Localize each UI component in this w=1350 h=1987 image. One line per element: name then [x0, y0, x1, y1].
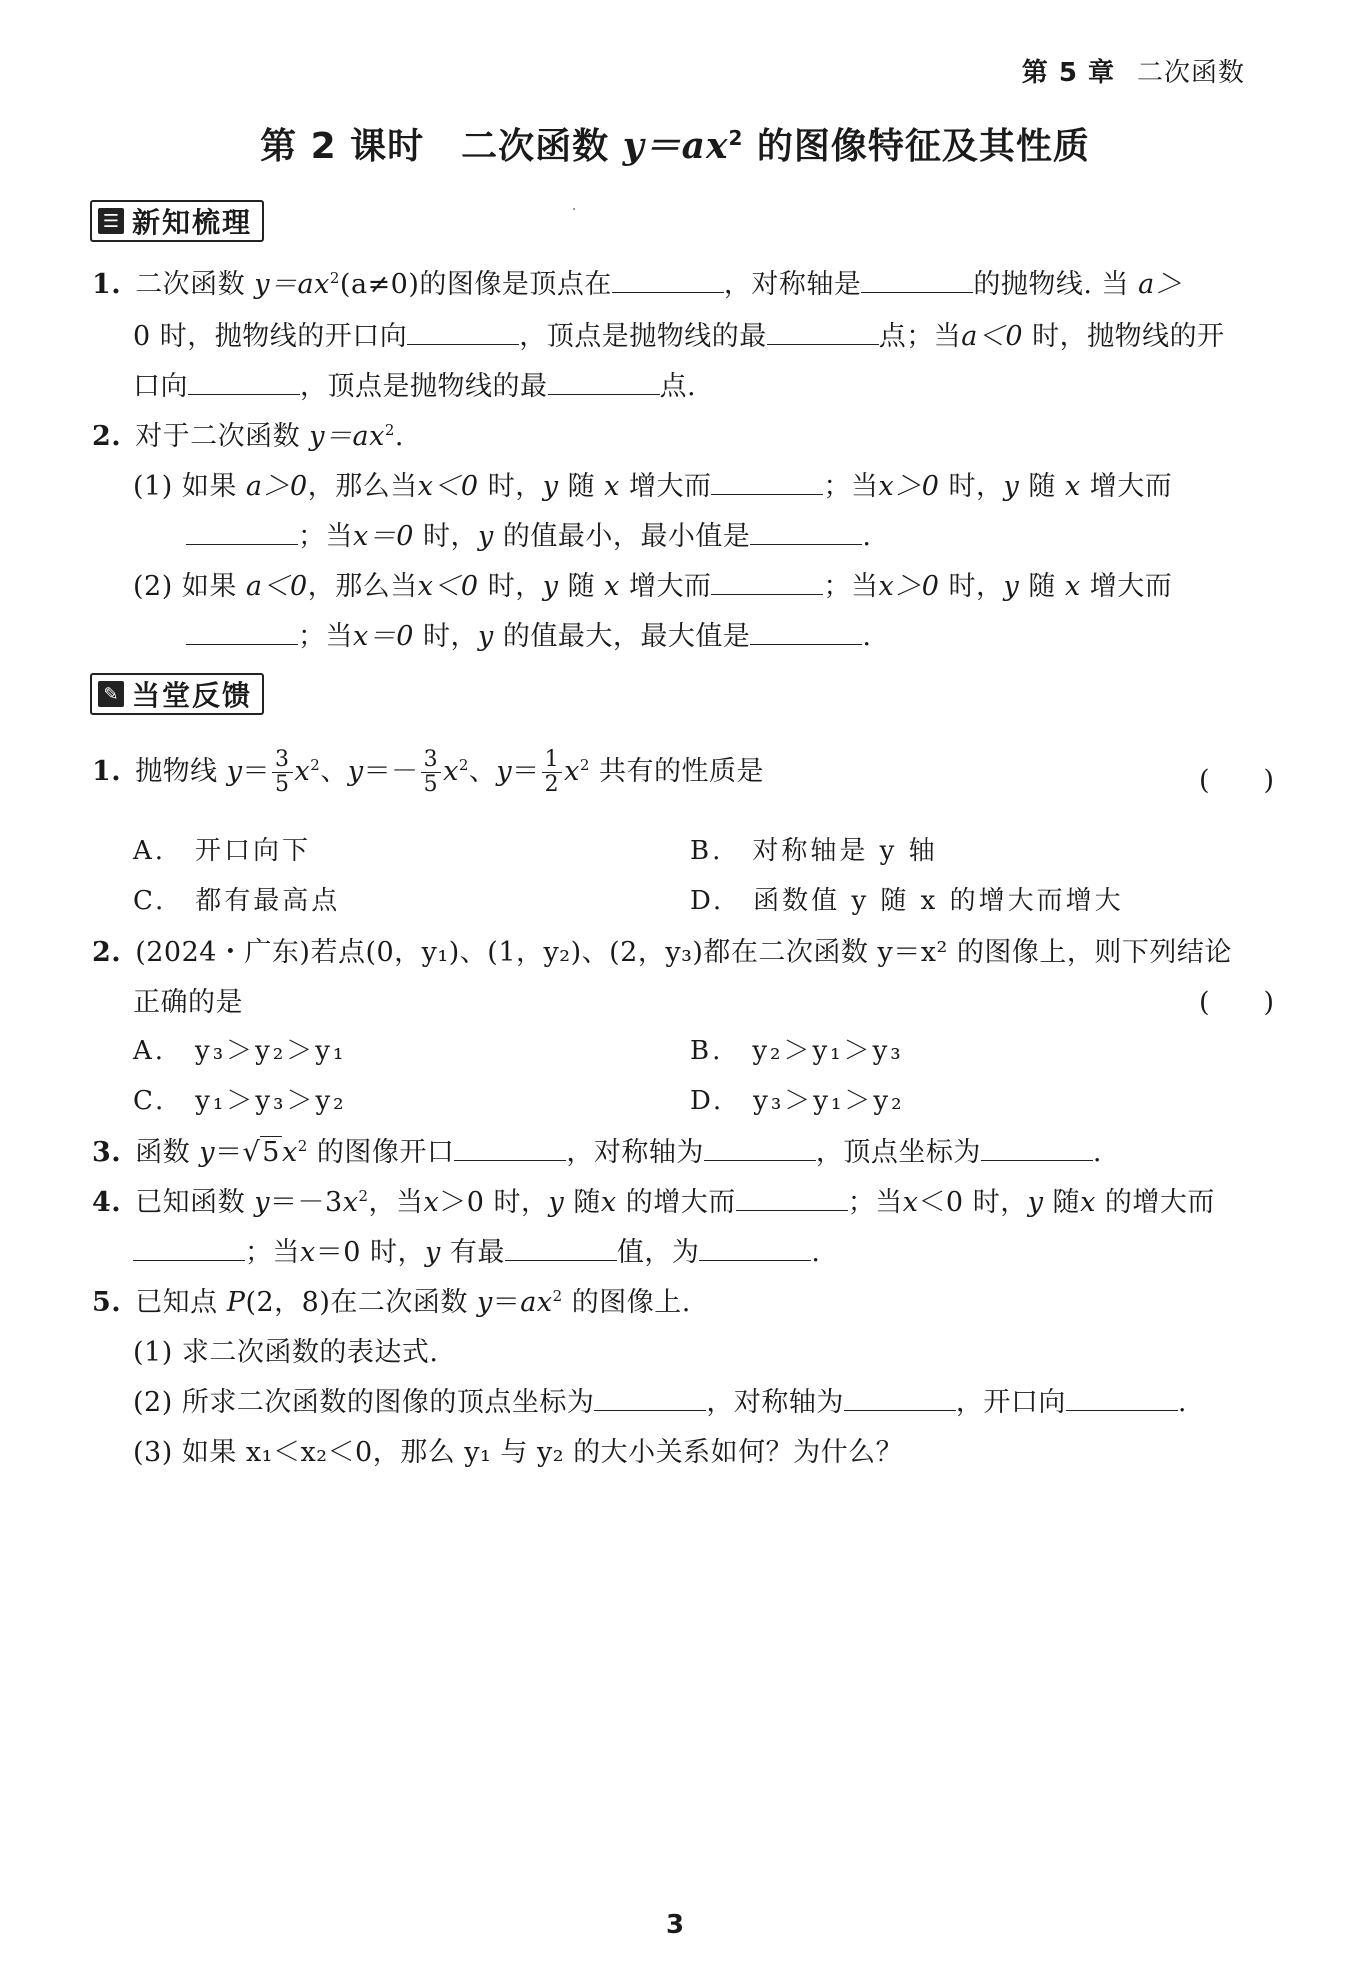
pen-icon: ✎ — [98, 681, 124, 707]
blank[interactable] — [736, 1188, 848, 1211]
blank[interactable] — [711, 472, 823, 495]
fb-q1-option-c[interactable]: C. 都有最高点 — [133, 886, 341, 916]
blank[interactable] — [594, 1388, 706, 1411]
nk-q2-1-line1: (1) 如果 a＞0，那么当x＜0 时，y 随 x 增大而 ；当x＞0 时，y 随 x 增大而 — [133, 471, 1173, 502]
lesson-title: 第 2 课时 二次函数 $y=ax^2$ 的图像特征及其性质 — [260, 125, 1090, 167]
answer-paren[interactable]: ( ) — [1199, 987, 1275, 1018]
page-number: 3 — [665, 1910, 685, 1940]
fb-q5-3: (3) 如果 x₁＜x₂＜0，那么 y₁ 与 y₂ 的大小关系如何？为什么？ — [133, 1437, 904, 1468]
fraction: $\frac{3}{5}$ — [421, 748, 442, 797]
blank[interactable] — [711, 572, 823, 595]
blank[interactable] — [699, 1238, 811, 1261]
fb-q2-option-c[interactable]: C. y₁＞y₃＞y₂ — [133, 1086, 347, 1116]
blank[interactable] — [188, 372, 300, 395]
blank[interactable] — [454, 1138, 566, 1161]
blank[interactable] — [133, 1238, 245, 1261]
nk-q1-line3: 口向 ，顶点是抛物线的最 点. — [133, 371, 697, 402]
nk-q2-2-line1: (2) 如果 a＜0，那么当x＜0 时，y 随 x 增大而 ；当x＞0 时，y 随 x 增大而 — [133, 571, 1173, 602]
blank[interactable] — [186, 522, 298, 545]
blank[interactable] — [186, 622, 298, 645]
fb-q4-line2: ；当x＝0 时，y 有最 值，为 . — [133, 1230, 820, 1269]
nk-q2-line: 2. 对于二次函数 $y=ax^2$. — [92, 421, 404, 452]
fb-q5-2: (2) 所求二次函数的图像的顶点坐标为 ，对称轴为 ，开口向 . — [133, 1387, 1187, 1418]
chapter-header: 第 5 章 二次函数 — [1021, 58, 1245, 88]
fraction: $\frac{1}{2}$ — [542, 748, 563, 797]
blank[interactable] — [407, 322, 519, 345]
blank[interactable] — [505, 1238, 617, 1261]
nk-q1-line2: 0 时，抛物线的开口向 ，顶点是抛物线的最 点；当a＜0 时，抛物线的开 — [133, 321, 1225, 352]
section-feedback: ✎ 当堂反馈 — [90, 673, 264, 715]
nk-q2-1-line2: ；当x＝0 时，y 的值最小，最小值是 . — [186, 514, 871, 553]
fb-q2-line2: 正确的是 — [133, 987, 243, 1018]
fb-q2-option-d[interactable]: D. y₃＞y₁＞y₂ — [690, 1086, 905, 1116]
blank[interactable] — [612, 270, 724, 293]
fb-q2-line1: 2. (2024・广东)若点(0，y₁)、(1，y₂)、(2，y₃)都在二次函数 y＝x² 的图像上，则下列结论 — [92, 937, 1232, 968]
nk-q2-2-line2: ；当x＝0 时，y 的值最大，最大值是 . — [186, 614, 871, 653]
blank[interactable] — [750, 522, 862, 545]
blank[interactable] — [750, 622, 862, 645]
blank[interactable] — [861, 270, 973, 293]
fb-q4-line1: 4. 已知函数 $y=-3x^2$，当x＞0 时，y 随x 的增大而 ；当x＜0 时，y 随x 的增大而 — [92, 1187, 1215, 1218]
fb-q3-line: 3. 函数 $y=√5x^2$ 的图像开口 ，对称轴为 ，顶点坐标为 . — [92, 1137, 1102, 1168]
fraction: $\frac{3}{5}$ — [272, 748, 293, 797]
blank[interactable] — [844, 1388, 956, 1411]
section-new-knowledge: ☰ 新知梳理 — [90, 200, 264, 242]
fb-q2-option-a[interactable]: A. y₃＞y₂＞y₁ — [133, 1036, 347, 1066]
blank[interactable] — [767, 322, 879, 345]
book-icon: ☰ — [98, 208, 124, 234]
fb-q5-1: (1) 求二次函数的表达式. — [133, 1337, 439, 1368]
nk-q1-line1: 1. 二次函数 $y=ax^2(a\ne 0)$的图像是顶点在 ，对称轴是 的抛物线. 当 a＞ — [92, 269, 1183, 300]
answer-paren[interactable]: ( ) — [1199, 765, 1275, 796]
blank[interactable] — [548, 372, 660, 395]
blank[interactable] — [981, 1138, 1093, 1161]
fb-q5-line: 5. 已知点 P(2，8)在二次函数 $y=ax^2$ 的图像上. — [92, 1287, 691, 1318]
speck — [573, 208, 575, 210]
fb-q1-option-d[interactable]: D. 函数值 y 随 x 的增大而增大 — [690, 886, 1124, 916]
fb-q1-line: 1. 抛物线 y＝ $\frac{3}{5}$ $x^2$、y＝－ $\frac{3}{5}$ $x^2$、y＝ $\frac{1}{2}$ $x^2$ 共有的性质是 — [92, 747, 765, 797]
blank[interactable] — [704, 1138, 816, 1161]
blank[interactable] — [1066, 1388, 1178, 1411]
fb-q1-option-a[interactable]: A. 开口向下 — [133, 836, 312, 866]
fb-q2-option-b[interactable]: B. y₂＞y₁＞y₃ — [690, 1036, 904, 1066]
fb-q1-option-b[interactable]: B. 对称轴是 y 轴 — [690, 836, 938, 866]
